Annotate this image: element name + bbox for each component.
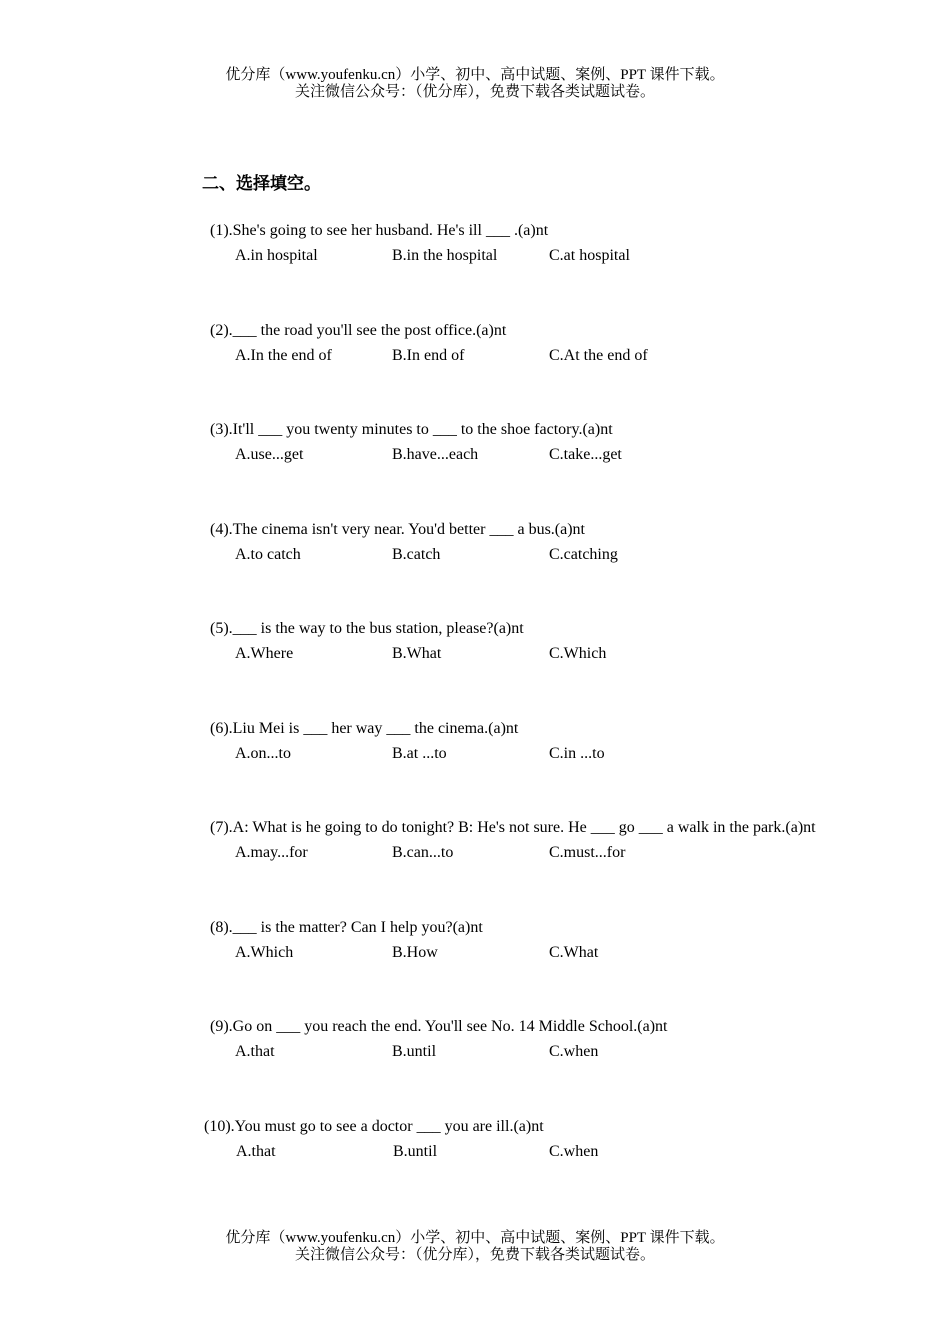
question-stem: (10).You must go to see a doctor ___ you are ill.(a)nt — [204, 1118, 544, 1135]
option-row — [210, 347, 910, 365]
option-a: A.on...to — [235, 745, 291, 762]
option-a: A.Where — [235, 645, 294, 662]
option-c: C.take...get — [549, 446, 622, 463]
option-a: A.that — [235, 1043, 275, 1060]
option-row — [210, 446, 910, 464]
option-c: C.catching — [549, 546, 618, 563]
question-7 — [210, 819, 910, 862]
option-a: A.may...for — [235, 844, 308, 861]
option-row — [210, 645, 910, 663]
option-row — [210, 844, 910, 862]
option-a: A.that — [236, 1143, 276, 1160]
option-a: A.to catch — [235, 546, 301, 563]
option-c: C.must...for — [549, 844, 626, 861]
option-row — [210, 247, 910, 265]
option-b: B.have...each — [392, 446, 479, 463]
question-stem: (3).It'll ___ you twenty minutes to ___ to the shoe factory.(a)nt — [210, 421, 613, 438]
question-stem: (2).___ the road you'll see the post office.(a)nt — [210, 322, 507, 339]
section-title: 二、选择填空。 — [202, 174, 321, 194]
question-10 — [204, 1118, 904, 1161]
option-b: B.in the hospital — [392, 247, 498, 264]
header-line-2: 关注微信公众号：（优分库），免费下载各类试题试卷。 — [294, 84, 655, 100]
option-a: A.Which — [235, 944, 294, 961]
page-footer — [0, 1230, 950, 1264]
option-b: B.at ...to — [392, 745, 447, 762]
option-a: A.In the end of — [235, 347, 332, 364]
footer-line-2: 关注微信公众号：（优分库），免费下载各类试题试卷。 — [294, 1247, 655, 1263]
option-a: A.use...get — [235, 446, 304, 463]
question-5 — [210, 620, 910, 663]
question-1 — [210, 222, 910, 265]
option-a: A.in hospital — [235, 247, 318, 264]
option-b: B.What — [392, 645, 442, 662]
option-c: C.when — [549, 1043, 599, 1060]
option-c: C.at hospital — [549, 247, 630, 264]
question-stem: (6).Liu Mei is ___ her way ___ the cinema.(a)nt — [210, 720, 519, 737]
question-2 — [210, 322, 910, 365]
option-b: B.How — [392, 944, 438, 961]
option-row — [210, 1043, 910, 1061]
option-c: C.At the end of — [549, 347, 648, 364]
question-3 — [210, 421, 910, 464]
option-c: C.in ...to — [549, 745, 605, 762]
header-line-1: 优分库（www.youfenku.cn）小学、初中、高中试题、案例、PPT 课件下载。 — [225, 67, 725, 83]
option-b: B.catch — [392, 546, 441, 563]
option-b: B.In end of — [392, 347, 465, 364]
page-header — [0, 67, 950, 101]
question-4 — [210, 521, 910, 564]
option-row — [210, 546, 910, 564]
option-row — [210, 745, 910, 763]
question-8 — [210, 919, 910, 962]
question-6 — [210, 720, 910, 763]
option-b: B.can...to — [392, 844, 454, 861]
option-row — [204, 1143, 904, 1161]
option-row — [210, 944, 910, 962]
question-stem: (1).She's going to see her husband. He's ill ___ .(a)nt — [210, 222, 549, 239]
option-c: C.when — [549, 1143, 599, 1160]
option-b: B.until — [392, 1043, 437, 1060]
question-9 — [210, 1018, 910, 1061]
question-stem: (8).___ is the matter? Can I help you?(a)nt — [210, 919, 483, 936]
footer-line-1: 优分库（www.youfenku.cn）小学、初中、高中试题、案例、PPT 课件下载。 — [225, 1230, 725, 1246]
question-stem: (5).___ is the way to the bus station, please?(a)nt — [210, 620, 524, 637]
option-b: B.until — [393, 1143, 438, 1160]
question-stem: (4).The cinema isn't very near. You'd better ___ a bus.(a)nt — [210, 521, 585, 538]
question-stem: (9).Go on ___ you reach the end. You'll see No. 14 Middle School.(a)nt — [210, 1018, 668, 1035]
question-stem: (7).A: What is he going to do tonight? B: He's not sure. He ___ go ___ a walk in the park.(a)nt — [210, 819, 816, 836]
option-c: C.Which — [549, 645, 607, 662]
option-c: C.What — [549, 944, 599, 961]
